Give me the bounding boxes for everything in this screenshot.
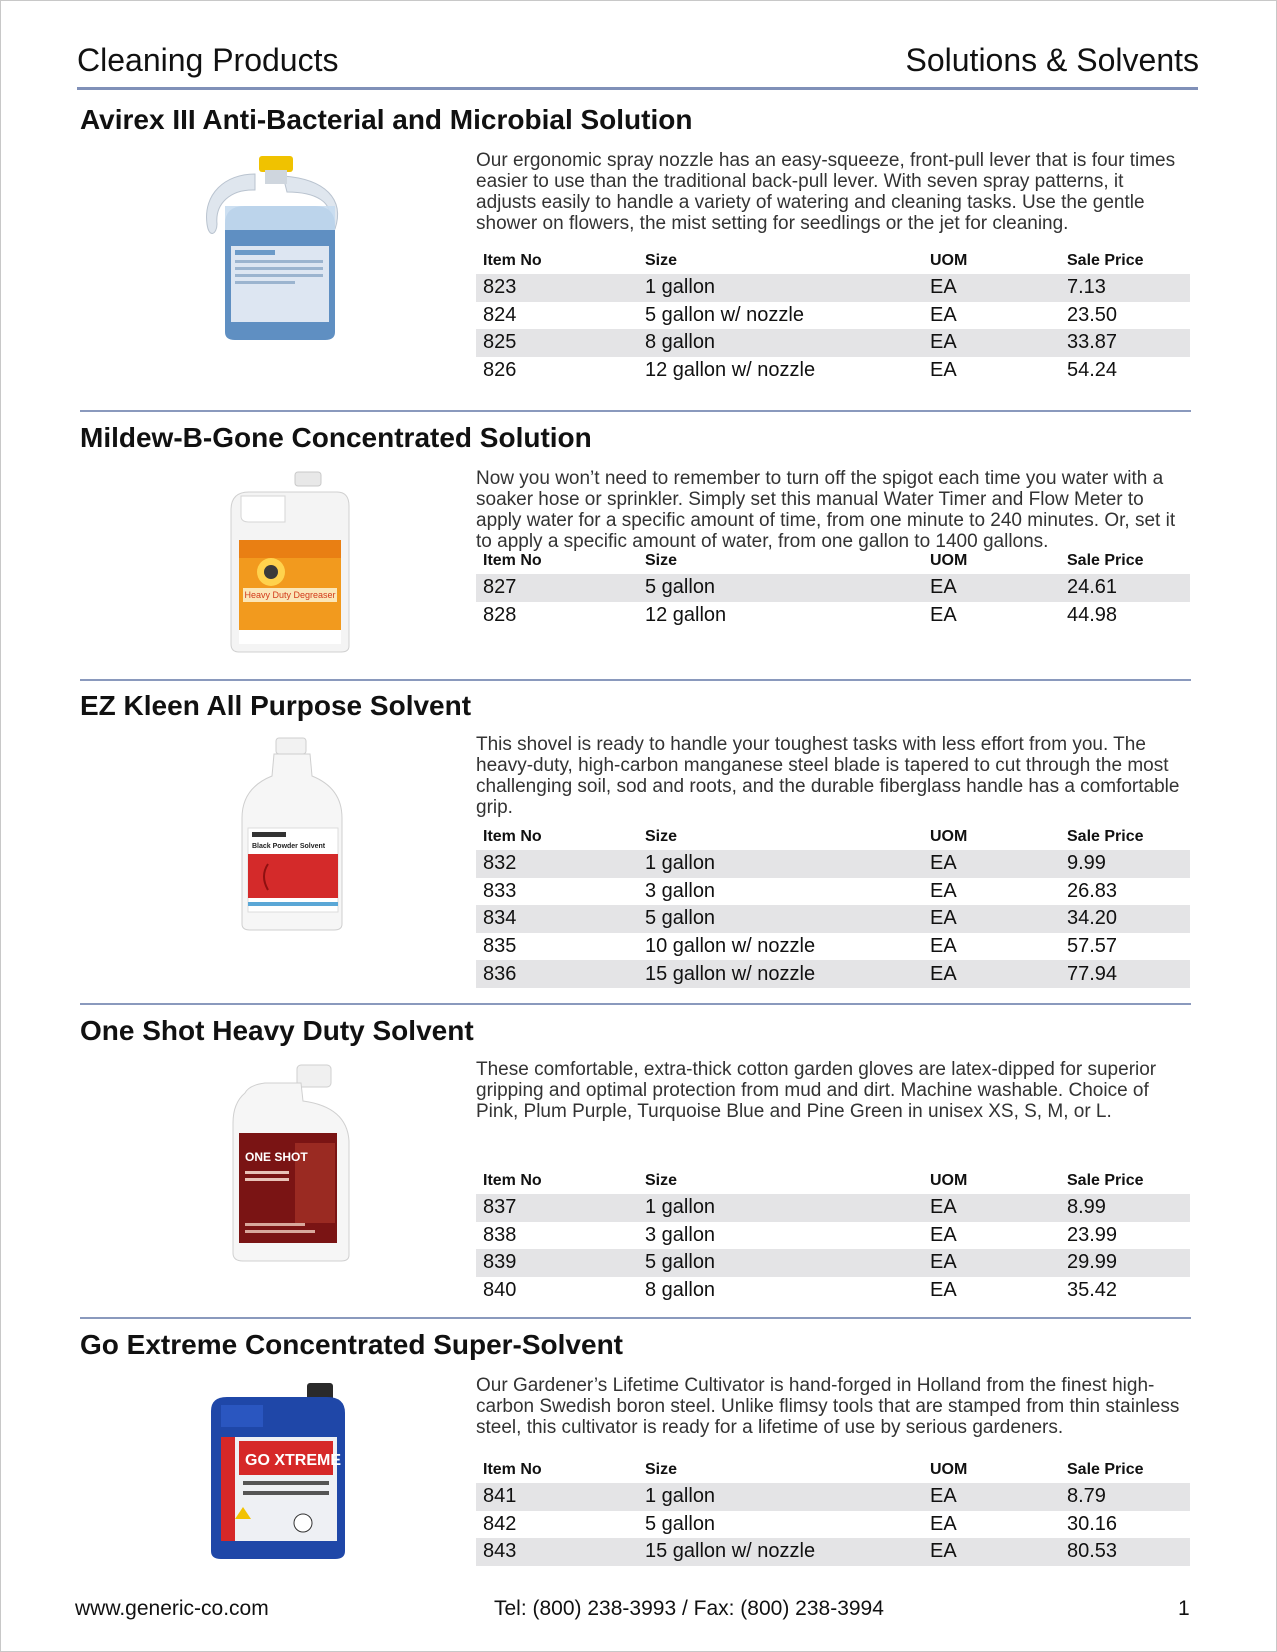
sale-price: 33.87 — [1060, 329, 1190, 357]
uom: EA — [923, 850, 1060, 878]
table-row — [476, 878, 1190, 906]
uom: EA — [930, 1512, 957, 1535]
product-title: One Shot Heavy Duty Solvent — [80, 1015, 474, 1046]
header-divider — [77, 87, 1198, 90]
item-no: 839 — [476, 1249, 638, 1277]
table-row — [476, 1194, 1190, 1222]
item-no: 833 — [483, 879, 517, 902]
price-table — [476, 548, 1190, 629]
size: 1 gallon — [638, 1194, 923, 1222]
table-row — [476, 357, 1190, 385]
col-sale-price: Sale Price — [1067, 1172, 1144, 1189]
uom: EA — [923, 1194, 1060, 1222]
col-item-no: Item No — [483, 1461, 542, 1478]
product-title: Go Extreme Concentrated Super-Solvent — [80, 1329, 624, 1360]
sale-price: 30.16 — [1067, 1512, 1118, 1535]
sale-price: 29.99 — [1060, 1249, 1190, 1277]
item-no: 838 — [483, 1223, 517, 1246]
col-item-no: Item No — [483, 252, 542, 269]
table-row — [476, 1249, 1190, 1277]
sale-price: 9.99 — [1060, 850, 1190, 878]
item-no: 827 — [476, 574, 638, 602]
product-section-mildew-b-gone — [80, 422, 1198, 672]
table-row — [476, 302, 1190, 330]
table-row — [476, 1538, 1190, 1566]
table-row — [476, 574, 1190, 602]
uom: EA — [930, 603, 957, 626]
col-sale-price: Sale Price — [1067, 252, 1144, 269]
col-uom: UOM — [930, 1172, 968, 1189]
col-size: Size — [645, 1461, 678, 1478]
size: 5 gallon — [638, 574, 923, 602]
canister-image — [198, 1381, 358, 1561]
product-description: Now you won’t need to remember to turn off the spigot each time you water with a soaker hose or sprinkler. Simply set this manual Water Timer and Flow Meter to apply water for a specific amount of time, from one minute to 240 minutes. Or, set it to apply a specific amount of water, from one gallon to 1400 gallons. — [476, 468, 1176, 552]
col-item-no: Item No — [483, 1172, 542, 1189]
bottle-label-text: ONE SHOT — [245, 1150, 308, 1164]
uom: EA — [930, 1223, 957, 1246]
col-item-no: Item No — [483, 552, 542, 569]
item-no: 843 — [476, 1538, 638, 1566]
uom: EA — [923, 960, 1060, 988]
table-row — [476, 1277, 1190, 1305]
product-title: Mildew-B-Gone Concentrated Solution — [80, 422, 592, 453]
table-row — [476, 602, 1190, 630]
table-row — [476, 960, 1190, 988]
price-table — [476, 1457, 1190, 1566]
table-row — [476, 329, 1190, 357]
size: 1 gallon — [638, 1483, 923, 1511]
col-sale-price: Sale Price — [1067, 828, 1144, 845]
size: 5 gallon — [638, 1249, 923, 1277]
size: 8 gallon — [645, 1279, 716, 1302]
uom: EA — [923, 1483, 1060, 1511]
sale-price: 7.13 — [1060, 274, 1190, 302]
size: 15 gallon w/ nozzle — [638, 1538, 923, 1566]
uom: EA — [930, 359, 957, 382]
col-size: Size — [645, 1172, 678, 1189]
uom: EA — [923, 329, 1060, 357]
sale-price: 24.61 — [1060, 574, 1190, 602]
table-row — [476, 850, 1190, 878]
item-no: 840 — [483, 1279, 517, 1302]
item-no: 825 — [476, 329, 638, 357]
col-uom: UOM — [930, 1461, 968, 1478]
sale-price: 8.99 — [1060, 1194, 1190, 1222]
spray-bottle-image — [195, 154, 355, 344]
item-no: 836 — [476, 960, 638, 988]
col-uom: UOM — [930, 552, 968, 569]
col-sale-price: Sale Price — [1067, 552, 1144, 569]
table-row — [476, 1483, 1190, 1511]
size: 3 gallon — [645, 879, 716, 902]
sale-price: 23.50 — [1067, 303, 1118, 326]
sale-price: 34.20 — [1060, 905, 1190, 933]
sale-price: 77.94 — [1060, 960, 1190, 988]
uom: EA — [930, 935, 957, 958]
section-divider — [80, 410, 1191, 412]
sale-price: 23.99 — [1067, 1223, 1118, 1246]
product-section-go-extreme — [80, 1329, 1198, 1589]
size: 8 gallon — [638, 329, 923, 357]
table-row — [476, 1222, 1190, 1250]
table-row — [476, 274, 1190, 302]
bottle-label-text: Black Powder Solvent — [252, 843, 326, 850]
col-size: Size — [645, 552, 678, 569]
uom: EA — [923, 1538, 1060, 1566]
size: 12 gallon w/ nozzle — [645, 359, 816, 382]
page-number: 1 — [1178, 1597, 1190, 1620]
item-no: 835 — [483, 935, 517, 958]
page-category: Cleaning Products — [77, 42, 339, 78]
bottle-image — [213, 736, 373, 932]
size: 5 gallon — [645, 1512, 716, 1535]
item-no: 824 — [483, 303, 517, 326]
canister-label-text: GO XTREME — [245, 1452, 342, 1469]
size: 5 gallon — [638, 905, 923, 933]
table-row — [476, 933, 1190, 961]
sale-price: 8.79 — [1060, 1483, 1190, 1511]
product-section-one-shot — [80, 1015, 1198, 1315]
item-no: 834 — [476, 905, 638, 933]
section-divider — [80, 1003, 1191, 1005]
uom: EA — [923, 574, 1060, 602]
size: 15 gallon w/ nozzle — [638, 960, 923, 988]
size: 10 gallon w/ nozzle — [645, 935, 816, 958]
page-subcategory: Solutions & Solvents — [905, 42, 1199, 78]
item-no: 823 — [476, 274, 638, 302]
table-row — [476, 905, 1190, 933]
product-section-avirex — [80, 104, 1198, 404]
jug-label-text: Heavy Duty Degreaser — [244, 590, 336, 600]
product-description: Our Gardener’s Lifetime Cultivator is hand-forged in Holland from the finest high-carbon Swedish boron steel. Unlike flimsy tools that are stamped from thin stainless steel, this cultivator is ready for a lifetime of use by serious gardeners. — [476, 1375, 1180, 1438]
item-no: 828 — [483, 603, 517, 626]
product-title: EZ Kleen All Purpose Solvent — [80, 690, 472, 721]
size: 12 gallon — [645, 603, 727, 626]
uom: EA — [930, 879, 957, 902]
col-size: Size — [645, 252, 678, 269]
item-no: 832 — [476, 850, 638, 878]
section-divider — [80, 1317, 1191, 1319]
footer-website[interactable]: www.generic-co.com — [75, 1597, 269, 1620]
size: 1 gallon — [638, 274, 923, 302]
sale-price: 35.42 — [1067, 1279, 1118, 1302]
section-divider — [80, 679, 1191, 681]
uom: EA — [923, 274, 1060, 302]
col-uom: UOM — [930, 828, 968, 845]
size: 5 gallon w/ nozzle — [645, 303, 804, 326]
sale-price: 80.53 — [1060, 1538, 1190, 1566]
uom: EA — [923, 1249, 1060, 1277]
product-section-ez-kleen — [80, 690, 1198, 990]
item-no: 826 — [483, 359, 517, 382]
sale-price: 44.98 — [1067, 603, 1118, 626]
uom: EA — [930, 303, 957, 326]
col-size: Size — [645, 828, 678, 845]
uom: EA — [923, 905, 1060, 933]
price-table — [476, 1168, 1190, 1304]
item-no: 842 — [483, 1512, 517, 1535]
product-description: Our ergonomic spray nozzle has an easy-squeeze, front-pull lever that is four times easier to use than the traditional back-pull lever. With seven spray patterns, it adjusts easily to handle a variety of watering and cleaning tasks. Use the gentle shower on flowers, the mist setting for seedlings or the jet for cleaning. — [476, 150, 1176, 234]
bottle-image — [210, 1063, 370, 1263]
sale-price: 57.57 — [1067, 935, 1118, 958]
size: 3 gallon — [645, 1223, 716, 1246]
uom: EA — [930, 1279, 957, 1302]
col-item-no: Item No — [483, 828, 542, 845]
size: 1 gallon — [638, 850, 923, 878]
col-sale-price: Sale Price — [1067, 1461, 1144, 1478]
jug-image — [210, 470, 370, 655]
sale-price: 26.83 — [1067, 879, 1118, 902]
product-description: These comfortable, extra-thick cotton garden gloves are latex-dipped for superior gripping and optimal protection from mud and dirt. Machine washable. Choice of Pink, Plum Purple, Turquoise Blue and Pine Green in unisex XS, S, M, or L. — [476, 1059, 1157, 1122]
sale-price: 54.24 — [1067, 359, 1118, 382]
col-uom: UOM — [930, 252, 968, 269]
item-no: 837 — [476, 1194, 638, 1222]
table-row — [476, 1511, 1190, 1539]
product-title: Avirex III Anti-Bacterial and Microbial Solution — [80, 104, 693, 135]
item-no: 841 — [476, 1483, 638, 1511]
product-description: This shovel is ready to handle your toughest tasks with less effort from you. The heavy-duty, high-carbon manganese steel blade is tapered to cut through the most challenging soil, sod and roots, and the durable fiberglass handle has a comfortable grip. — [476, 734, 1180, 818]
price-table — [476, 248, 1190, 384]
footer-contact: Tel: (800) 238-3993 / Fax: (800) 238-3994 — [494, 1597, 884, 1620]
price-table — [476, 824, 1190, 988]
